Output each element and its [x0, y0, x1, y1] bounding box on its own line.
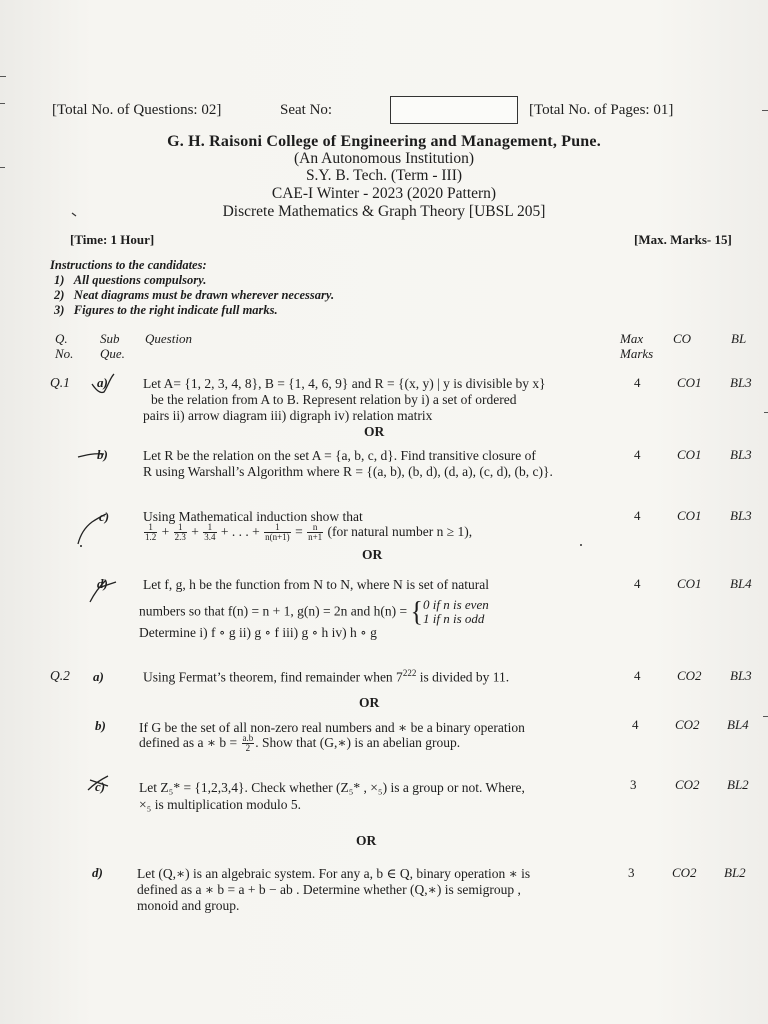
- pen-tick-mark: [84, 572, 120, 608]
- co-value: CO2: [672, 865, 697, 880]
- col-q-no: Q. No.: [55, 331, 74, 361]
- bl-value: BL4: [730, 576, 752, 591]
- pen-tick-mark: [76, 445, 110, 465]
- max-marks-value: 4: [634, 668, 641, 683]
- seat-no-box: [390, 96, 518, 124]
- or-separator: OR: [364, 424, 385, 439]
- edge-mark: [764, 412, 768, 413]
- max-marks-value: 4: [634, 375, 641, 390]
- question-line: If G be the set of all non-zero real numbers and ∗ be a binary operation: [139, 720, 525, 735]
- max-marks-value: 4: [632, 717, 639, 732]
- series-result: $\frac{n}{n+1}$: [308, 522, 323, 543]
- question-line: defined as a ∗ b = $\frac{a.b}{2}$ . Show that (G,∗) is an abelian group.: [139, 733, 461, 754]
- bl-value: BL2: [724, 865, 746, 880]
- question-number: Q.1: [50, 375, 70, 390]
- sub-question-label: c): [95, 779, 106, 794]
- question-line: Let (Q,∗) is an algebraic system. For any a, b ∈ Q, binary operation ∗ is: [137, 866, 531, 881]
- induction-series: $\frac{1}{1.2}$ + $\frac{1}{2.3}$ + $\frac{1}{3.4}$ + . . . + $\frac{1}{n(n+1)}$ = $\frac{n}{n+1}$ (for natural number n ≥ 1),: [145, 522, 473, 543]
- total-questions: [Total No. of Questions: 02]: [52, 102, 222, 118]
- max-marks-value: 3: [628, 865, 635, 880]
- series-term: $\frac{1}{3.4}$: [204, 522, 216, 543]
- question-line: Determine i) f ∘ g ii) g ∘ f iii) g ∘ h iv) h ∘ g: [139, 625, 377, 640]
- pen-tick-mark: [72, 510, 112, 550]
- max-marks-label: [Max. Marks- 15]: [634, 232, 732, 247]
- instructions-title: Instructions to the candidates:: [50, 258, 207, 272]
- time-label: [Time: 1 Hour]: [70, 232, 155, 247]
- total-pages: [Total No. of Pages: 01]: [529, 102, 674, 118]
- col-bl: BL: [731, 331, 747, 346]
- pen-tick-mark: [88, 370, 118, 400]
- edge-mark: [763, 716, 768, 717]
- program-name: S.Y. B. Tech. (Term - III): [305, 167, 463, 184]
- question-line: ×₅ is multiplication modulo 5.: [139, 797, 301, 812]
- question-line: R using Warshall’s Algorithm where R = {(a, b), (b, d), (d, a), (c, d), (b, c)}.: [143, 464, 553, 479]
- co-value: CO2: [677, 668, 702, 683]
- question-line: defined as a ∗ b = a + b − ab . Determine whether (Q,∗) is semigroup ,: [137, 882, 521, 897]
- seat-no-label: Seat No:: [280, 102, 333, 118]
- question-line: pairs ii) arrow diagram iii) digraph iv) relation matrix: [143, 408, 433, 423]
- question-line: monoid and group.: [137, 898, 240, 913]
- instruction-item: 3) Figures to the right indicate full marks.: [54, 303, 278, 317]
- question-line: Using Fermat’s theorem, find remainder when $7^{222}$ is divided by 11.: [143, 668, 510, 685]
- max-marks-value: 3: [630, 777, 637, 792]
- institution-type: (An Autonomous Institution): [294, 150, 474, 167]
- edge-mark: [762, 110, 768, 111]
- question-line: Let f, g, h be the function from N to N, where N is set of natural: [143, 577, 490, 592]
- bl-value: BL2: [727, 777, 749, 792]
- pen-mark: [578, 542, 584, 548]
- sub-question-label: a): [97, 375, 108, 390]
- instruction-item: 1) All questions compulsory.: [54, 273, 207, 287]
- series-term: $\frac{1}{1.2}$: [145, 522, 157, 543]
- instruction-item: 2) Neat diagrams must be drawn wherever necessary.: [54, 288, 335, 302]
- co-value: CO2: [675, 777, 700, 792]
- piecewise-brace: {: [410, 595, 424, 628]
- question-line: Using Mathematical induction show that: [143, 509, 363, 524]
- question-line: numbers so that f(n) = n + 1, g(n) = 2n and h(n) = {0 if n is even 1 if n is odd: [139, 595, 489, 628]
- bl-value: BL3: [730, 668, 752, 683]
- question-number: Q.2: [50, 668, 70, 683]
- question-line: Let R be the relation on the set A = {a, b, c, d}. Find transitive closure of: [143, 448, 536, 463]
- col-max-marks: Max Marks: [620, 331, 654, 361]
- bl-value: BL3: [730, 508, 752, 523]
- pen-mark: [70, 210, 80, 220]
- bl-value: BL3: [730, 447, 752, 462]
- question-line: be the relation from A to B. Represent relation by i) a set of ordered: [151, 392, 517, 407]
- sub-question-label: b): [97, 447, 108, 462]
- sub-question-label: c): [99, 509, 110, 524]
- col-co: CO: [673, 331, 692, 346]
- co-value: CO2: [675, 717, 700, 732]
- question-line: Let Z₅* = {1,2,3,4}. Check whether (Z₅* , ×₅) is a group or not. Where,: [139, 780, 525, 795]
- series-term: $\frac{1}{2.3}$: [174, 522, 186, 543]
- or-separator: OR: [362, 547, 383, 562]
- max-marks-value: 4: [634, 576, 641, 591]
- college-name: G. H. Raisoni College of Engineering and Management, Pune.: [167, 133, 601, 150]
- or-separator: OR: [356, 833, 377, 848]
- col-question: Question: [145, 331, 192, 346]
- edge-mark: [0, 103, 5, 104]
- sub-question-label: d): [92, 865, 103, 880]
- question-line: Let A= {1, 2, 3, 4, 8}, B = {1, 4, 6, 9} and R = {(x, y) | y is divisible by x}: [143, 376, 546, 391]
- bl-value: BL3: [730, 375, 752, 390]
- max-marks-value: 4: [634, 508, 641, 523]
- or-separator: OR: [359, 695, 380, 710]
- co-value: CO1: [677, 375, 702, 390]
- co-value: CO1: [677, 447, 702, 462]
- sub-question-label: a): [93, 669, 104, 684]
- bl-value: BL4: [727, 717, 749, 732]
- subject-name: Discrete Mathematics & Graph Theory [UBSL 205]: [222, 203, 546, 220]
- co-value: CO1: [677, 576, 702, 591]
- sub-question-label: b): [95, 718, 106, 733]
- sub-question-label: d): [97, 576, 108, 591]
- edge-mark: [0, 76, 6, 77]
- max-marks-value: 4: [634, 447, 641, 462]
- piecewise-cases: 0 if n is even 1 if n is odd: [423, 597, 489, 627]
- series-term: $\frac{1}{n(n+1)}$: [265, 522, 290, 543]
- exam-name: CAE-I Winter - 2023 (2020 Pattern): [271, 185, 497, 202]
- pen-tick-mark: [84, 772, 112, 796]
- co-value: CO1: [677, 508, 702, 523]
- col-sub-que: Sub Que.: [100, 331, 125, 361]
